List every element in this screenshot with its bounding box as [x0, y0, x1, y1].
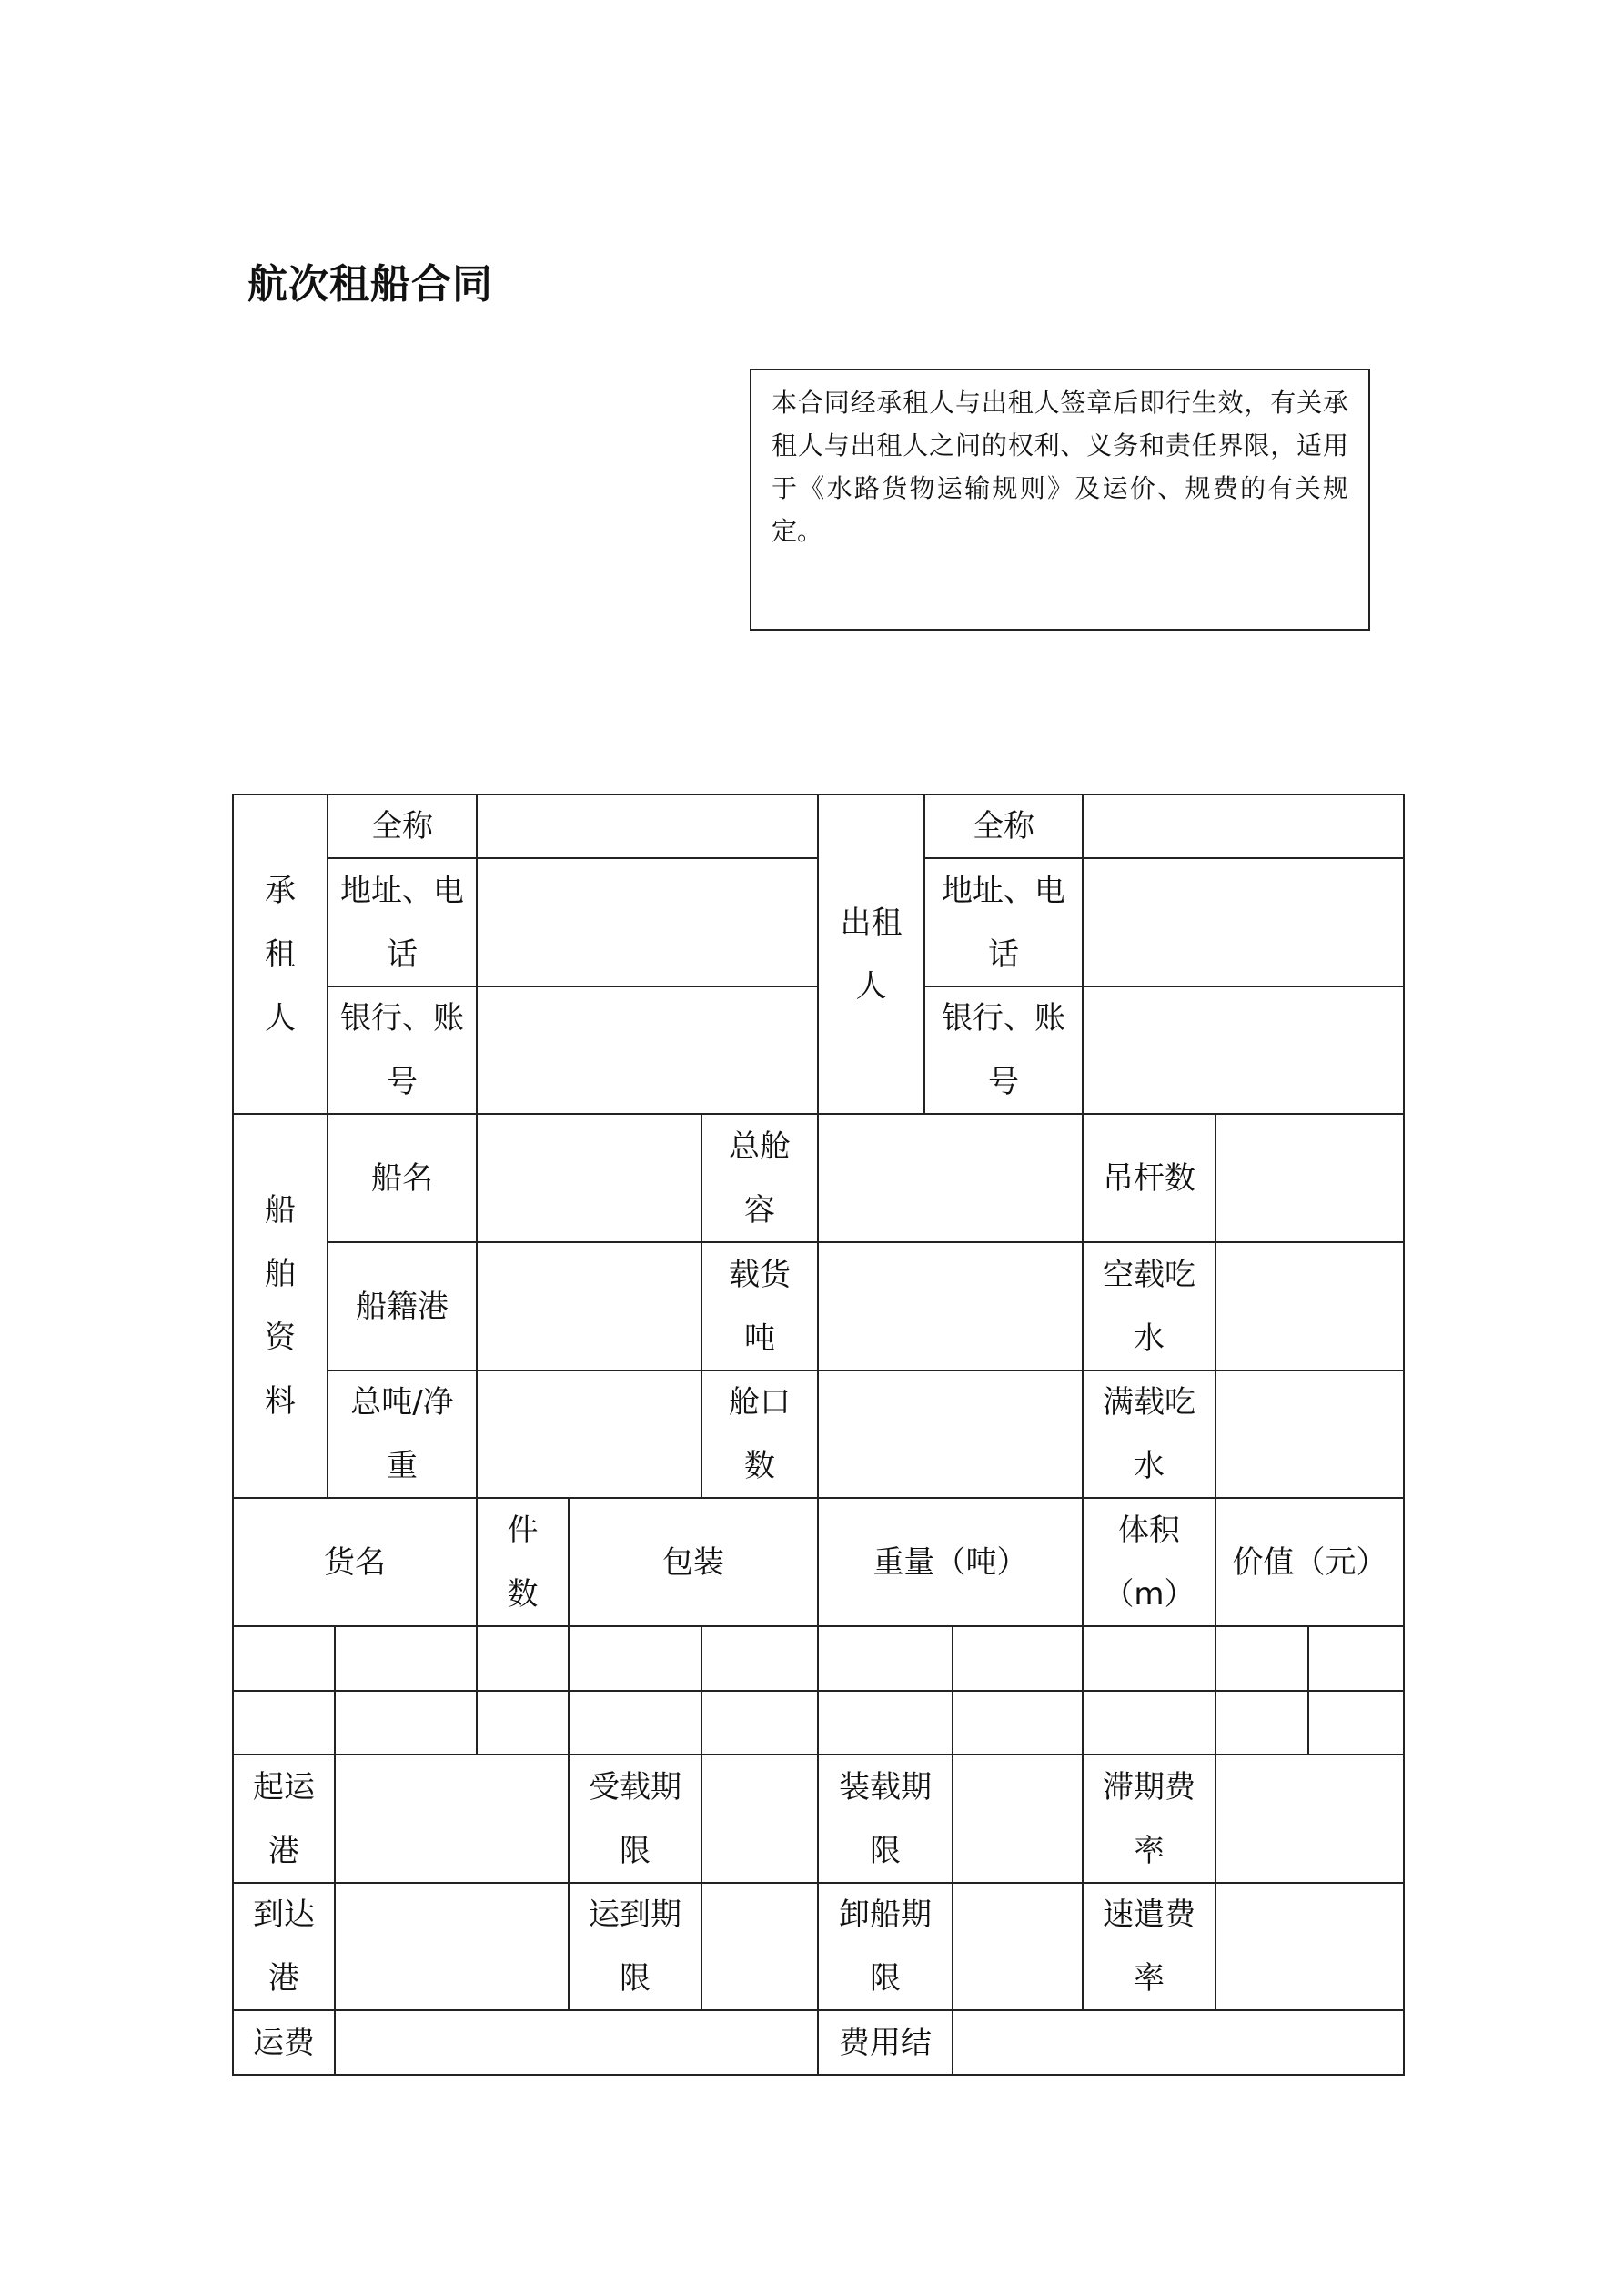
cargo-row-2-cell-10[interactable] [1307, 1690, 1405, 1755]
loaded-draft-label: 满载吃 水 [1082, 1370, 1216, 1499]
charterer-name-field[interactable] [476, 794, 819, 859]
cargo-row-2-cell-7[interactable] [952, 1690, 1084, 1755]
charterer-bank-field[interactable] [476, 986, 819, 1115]
cargo-row-1-cell-8[interactable] [1082, 1625, 1216, 1692]
weight-header: 重量（吨） [817, 1497, 1084, 1627]
charterer-address-label: 地址、电 话 [327, 857, 478, 987]
cargo-row-2-cell-9[interactable] [1215, 1690, 1309, 1755]
owner-address-field[interactable] [1082, 857, 1405, 987]
tonnage-label: 总吨/净 重 [327, 1370, 478, 1499]
cargo-row-1-cell-2[interactable] [334, 1625, 478, 1692]
loaded-draft-field[interactable] [1215, 1370, 1405, 1499]
owner-name-field[interactable] [1082, 794, 1405, 859]
ship-name-field[interactable] [476, 1113, 702, 1243]
tonnage-field[interactable] [476, 1370, 702, 1499]
discharge-period-field[interactable] [952, 1882, 1084, 2011]
packing-header: 包装 [568, 1497, 819, 1627]
cargo-row-1-cell-10[interactable] [1307, 1625, 1405, 1692]
owner-name-label: 全称 [923, 794, 1084, 859]
volume-header: 体积 （m） [1082, 1497, 1216, 1627]
arrival-period-label: 运到期 限 [568, 1882, 702, 2011]
cargo-row-2-cell-2[interactable] [334, 1690, 478, 1755]
settlement-field[interactable] [952, 2009, 1405, 2076]
notice-box: 本合同经承租人与出租人签章后即行生效，有关承租人与出租人之间的权利、义务和责任界限，适用于《水路货物运输规则》及运价、规费的有关规定。 [750, 369, 1370, 631]
arrival-period-field[interactable] [701, 1882, 819, 2011]
registry-field[interactable] [476, 1241, 702, 1371]
light-draft-label: 空载吃 水 [1082, 1241, 1216, 1371]
charterer-name-label: 全称 [327, 794, 478, 859]
light-draft-field[interactable] [1215, 1241, 1405, 1371]
cargo-row-1-cell-4[interactable] [568, 1625, 702, 1692]
derricks-field[interactable] [1215, 1113, 1405, 1243]
deadweight-field[interactable] [817, 1241, 1084, 1371]
hatches-field[interactable] [817, 1370, 1084, 1499]
owner-bank-field[interactable] [1082, 986, 1405, 1115]
settlement-label: 费用结 [817, 2009, 953, 2076]
document-title: 航次租船合同 [247, 261, 493, 308]
cargo-row-1-cell-5[interactable] [701, 1625, 819, 1692]
cargo-row-1-cell-3[interactable] [476, 1625, 570, 1692]
cargo-row-1-cell-1[interactable] [232, 1625, 336, 1692]
charterer-bank-label: 银行、账 号 [327, 986, 478, 1115]
owner-label: 出租 人 [817, 794, 925, 1115]
ship-name-label: 船名 [327, 1113, 478, 1243]
ship-info-label: 船 舶 资 料 [232, 1113, 328, 1499]
loading-period-field[interactable] [952, 1754, 1084, 1884]
loading-port-label: 起运 港 [232, 1754, 336, 1884]
cargo-row-2-cell-3[interactable] [476, 1690, 570, 1755]
total-capacity-field[interactable] [817, 1113, 1084, 1243]
owner-address-label: 地址、电 话 [923, 857, 1084, 987]
freight-field[interactable] [334, 2009, 819, 2076]
cargo-row-1-cell-6[interactable] [817, 1625, 953, 1692]
loading-port-field[interactable] [334, 1754, 570, 1884]
hatches-label: 舱口 数 [701, 1370, 819, 1499]
total-capacity-label: 总舱 容 [701, 1113, 819, 1243]
cargo-name-header: 货名 [232, 1497, 478, 1627]
cargo-row-2-cell-6[interactable] [817, 1690, 953, 1755]
charterer-label: 承 租 人 [232, 794, 328, 1115]
pieces-header: 件 数 [476, 1497, 570, 1627]
laycan-field[interactable] [701, 1754, 819, 1884]
laycan-label: 受载期 限 [568, 1754, 702, 1884]
charterer-address-field[interactable] [476, 857, 819, 987]
discharge-port-label: 到达 港 [232, 1882, 336, 2011]
value-header: 价值（元） [1215, 1497, 1405, 1627]
discharge-port-field[interactable] [334, 1882, 570, 2011]
demurrage-field[interactable] [1215, 1754, 1405, 1884]
cargo-row-1-cell-7[interactable] [952, 1625, 1084, 1692]
registry-label: 船籍港 [327, 1241, 478, 1371]
freight-label: 运费 [232, 2009, 336, 2076]
despatch-field[interactable] [1215, 1882, 1405, 2011]
owner-bank-label: 银行、账 号 [923, 986, 1084, 1115]
cargo-row-1-cell-9[interactable] [1215, 1625, 1309, 1692]
cargo-row-2-cell-1[interactable] [232, 1690, 336, 1755]
discharge-period-label: 卸船期 限 [817, 1882, 953, 2011]
cargo-row-2-cell-5[interactable] [701, 1690, 819, 1755]
derricks-label: 吊杆数 [1082, 1113, 1216, 1243]
cargo-row-2-cell-4[interactable] [568, 1690, 702, 1755]
loading-period-label: 装载期 限 [817, 1754, 953, 1884]
deadweight-label: 载货 吨 [701, 1241, 819, 1371]
cargo-row-2-cell-8[interactable] [1082, 1690, 1216, 1755]
despatch-label: 速遣费 率 [1082, 1882, 1216, 2011]
demurrage-label: 滞期费 率 [1082, 1754, 1216, 1884]
